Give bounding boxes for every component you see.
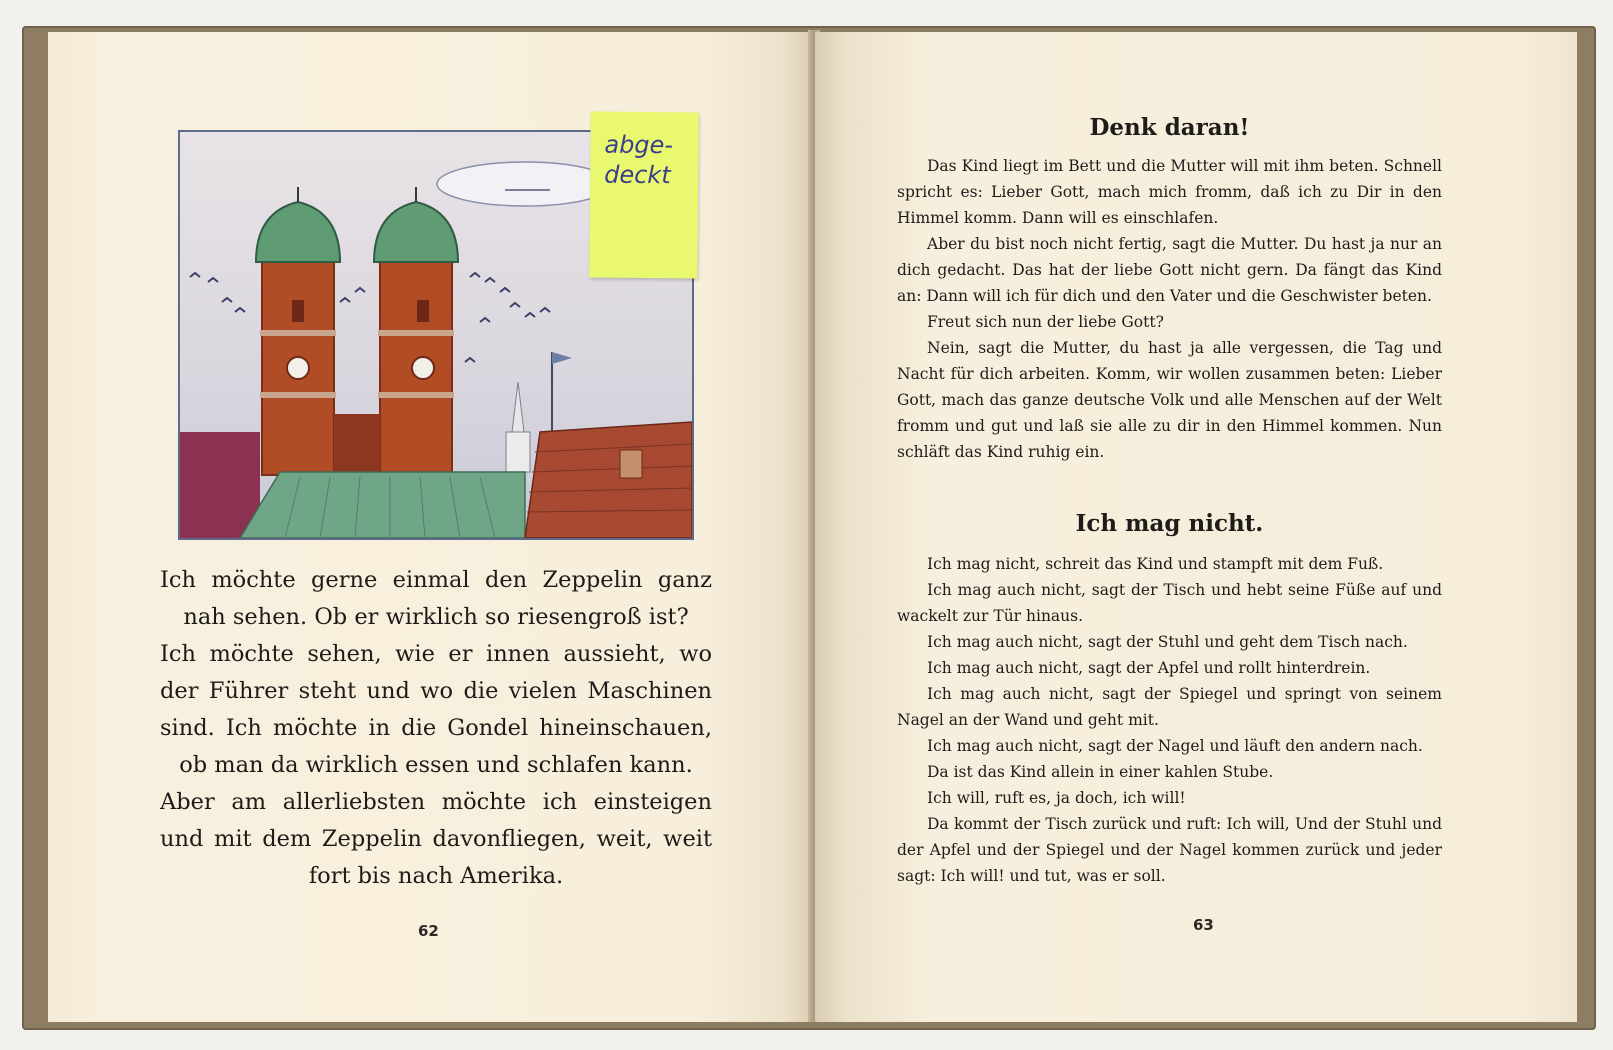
paragraph: Das Kind liegt im Bett und die Mutter will mit ihm beten. Schnell spricht es: Lieber Gott, mach mich fromm, daß ich zu Dir in den Himmel komm. Dann will es einschlafen. bbox=[897, 157, 1442, 227]
sticky-note-text: abge- deckt bbox=[604, 130, 674, 190]
sticky-note bbox=[589, 112, 698, 279]
paragraph: Ich mag auch nicht, sagt der Stuhl und geht dem Tisch nach. bbox=[927, 633, 1408, 651]
paragraph: Da ist das Kind allein in einer kahlen Stube. bbox=[927, 763, 1274, 781]
left-paragraph: Ich möchte gerne einmal den Zeppelin ganz nah sehen. Ob er wirklich so riesengroß ist? bbox=[160, 567, 712, 630]
paragraph: Freut sich nun der liebe Gott? bbox=[927, 313, 1164, 331]
paragraph: Nein, sagt die Mutter, du hast ja alle vergessen, die Tag und Nacht für dich arbeiten. Komm, wir wollen zusammen beten: Lieber Gott, mach das ganze deutsche Volk und alle Menschen auf der Welt fromm und gut und laß sie alle zu dir in den Himmel kommen. Nun schläft das Kind ruhig ein. bbox=[897, 339, 1442, 461]
section-denk-daran bbox=[897, 114, 1442, 465]
right-page bbox=[815, 32, 1577, 1022]
page-number-right: 63 bbox=[1193, 916, 1214, 934]
section-ich-mag-nicht bbox=[897, 510, 1442, 889]
paragraph: Da kommt der Tisch zurück und ruft: Ich will, Und der Stuhl und der Apfel und der Spiegel und der Nagel kommen zurück und jeder sagt: Ich will! und tut, was er soll. bbox=[897, 815, 1442, 885]
paragraph: Ich mag auch nicht, sagt der Apfel und rollt hinterdrein. bbox=[927, 659, 1371, 677]
section-title: Denk daran! bbox=[1089, 114, 1250, 141]
paragraph: Ich mag auch nicht, sagt der Tisch und hebt seine Füße auf und wackelt zur Tür hinaus. bbox=[897, 581, 1442, 625]
left-page-text bbox=[160, 562, 712, 895]
paragraph: Ich mag auch nicht, sagt der Spiegel und springt von seinem Nagel an der Wand und geht mit. bbox=[897, 685, 1442, 729]
paragraph: Ich mag auch nicht, sagt der Nagel und läuft den andern nach. bbox=[927, 737, 1423, 755]
page-number-left: 62 bbox=[418, 922, 439, 940]
left-paragraph: Aber am allerliebsten möchte ich einsteigen und mit dem Zeppelin davonfliegen, weit, weit fort bis nach Amerika. bbox=[160, 789, 712, 889]
paragraph: Ich will, ruft es, ja doch, ich will! bbox=[927, 789, 1186, 807]
left-page bbox=[48, 32, 813, 1022]
section-title: Ich mag nicht. bbox=[1075, 510, 1264, 537]
paragraph: Ich mag nicht, schreit das Kind und stampft mit dem Fuß. bbox=[927, 555, 1384, 573]
paragraph: Aber du bist noch nicht fertig, sagt die Mutter. Du hast ja nur an dich gedacht. Das hat der liebe Gott nicht gern. Da fängt das Kind an: Dann will ich für dich und den Vater und die Geschwister beten. bbox=[897, 235, 1442, 305]
left-paragraph: Ich möchte sehen, wie er innen aussieht, wo der Führer steht und wo die vielen Maschinen sind. Ich möchte in die Gondel hineinschauen, ob man da wirklich essen und schlafen kann. bbox=[160, 641, 712, 778]
